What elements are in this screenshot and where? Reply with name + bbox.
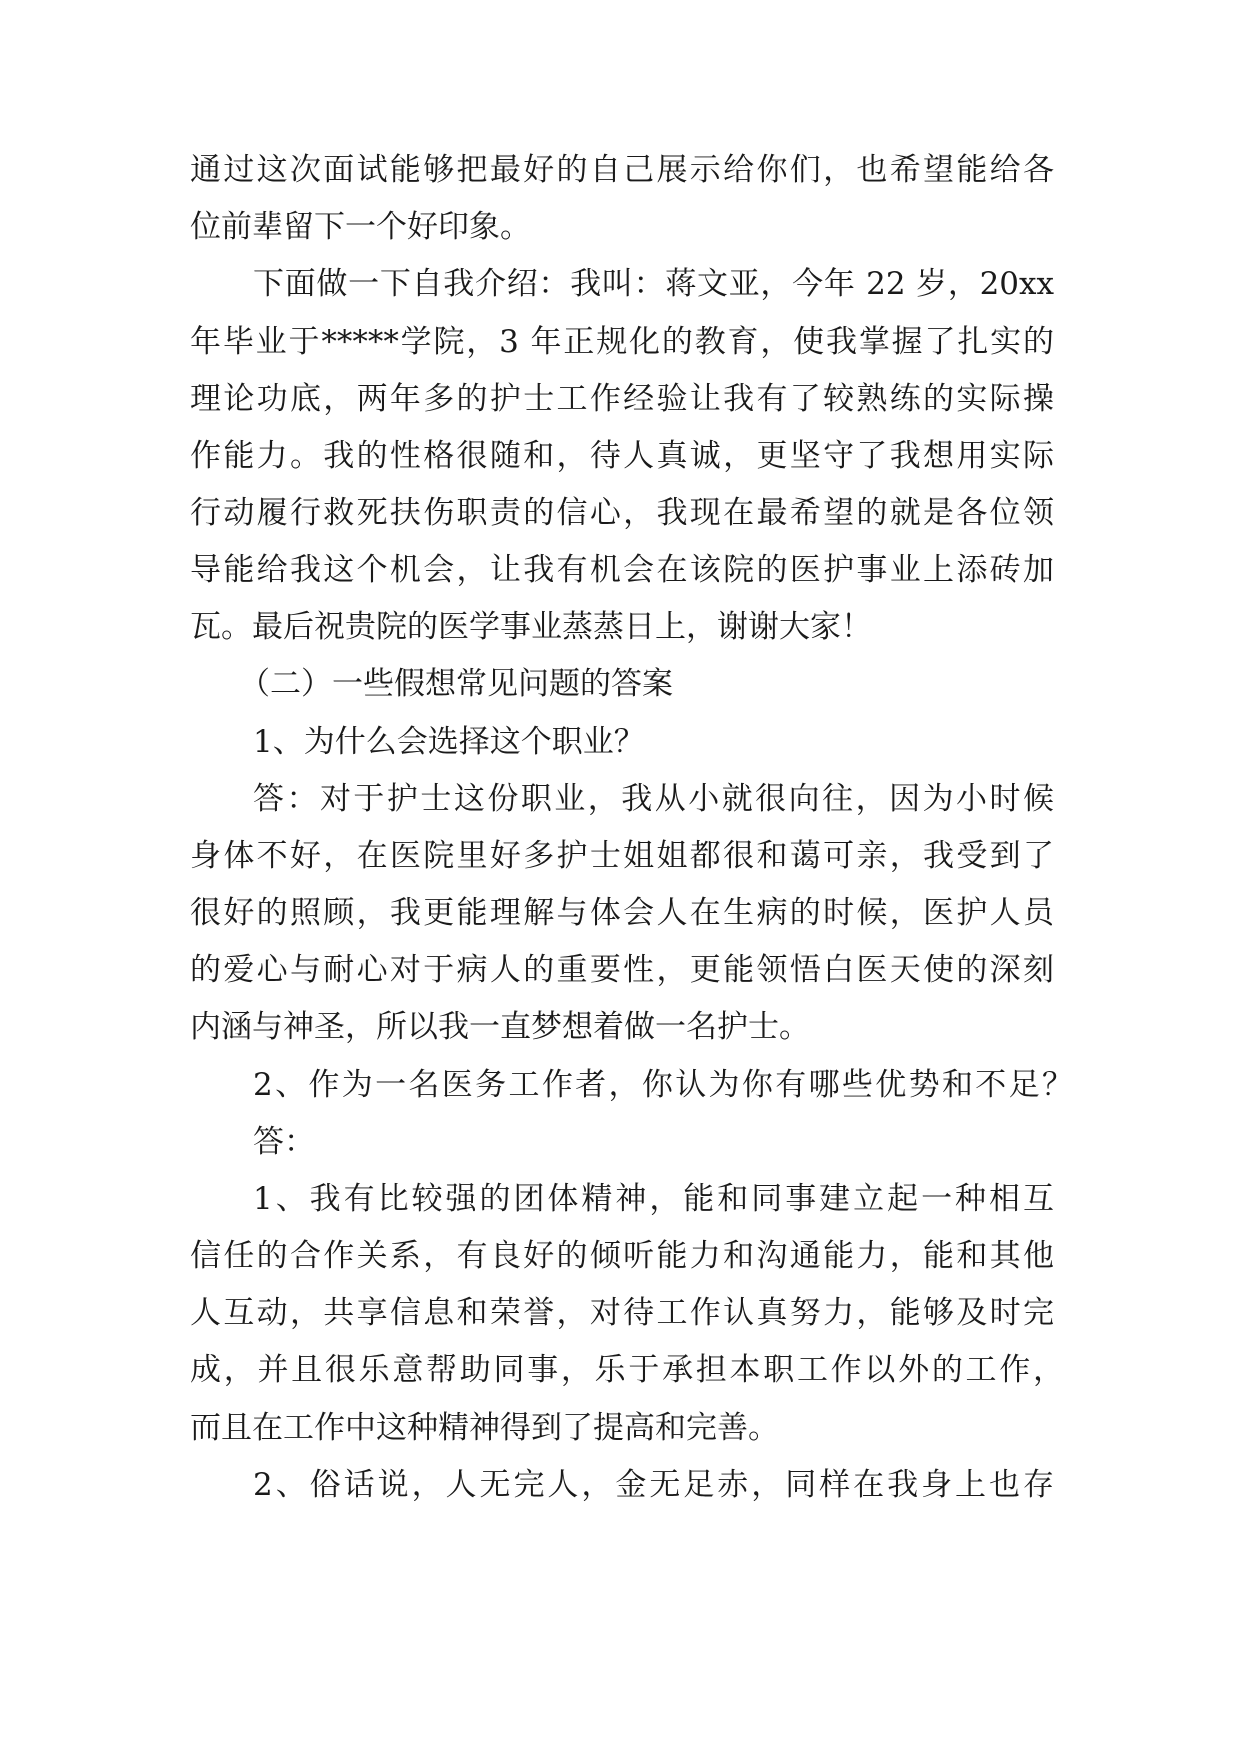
text-line: 人互动，共享信息和荣誉，对待工作认真努力，能够及时完: [190, 1295, 1054, 1331]
text-line: 瓦。最后祝贵院的医学事业蒸蒸日上，谢谢大家！: [190, 609, 872, 645]
text-line: 信任的合作关系，有良好的倾听能力和沟通能力，能和其他: [190, 1238, 1054, 1274]
text-line: 身体不好，在医院里好多护士姐姐都很和蔼可亲，我受到了: [190, 838, 1054, 874]
text-line: 年毕业于*****学院，3 年正规化的教育，使我掌握了扎实的: [190, 324, 1054, 360]
text-line: 理论功底，两年多的护士工作经验让我有了较熟练的实际操: [190, 381, 1054, 417]
text-line: 很好的照顾，我更能理解与体会人在生病的时候，医护人员: [190, 895, 1054, 931]
question-heading: 2、作为一名医务工作者，你认为你有哪些优势和不足？: [253, 1067, 1073, 1103]
text-line: 作能力。我的性格很随和，待人真诚，更坚守了我想用实际: [190, 438, 1054, 474]
text-line: 通过这次面试能够把最好的自己展示给你们，也希望能给各: [190, 152, 1054, 188]
text-line: 导能给我这个机会，让我有机会在该院的医护事业上添砖加: [190, 552, 1054, 588]
text-line: 1、我有比较强的团体精神，能和同事建立起一种相互: [253, 1181, 1054, 1217]
question-heading: 1、为什么会选择这个职业？: [253, 724, 645, 760]
text-line: 答：: [253, 1124, 315, 1160]
text-line: 成，并且很乐意帮助同事，乐于承担本职工作以外的工作，: [190, 1352, 1064, 1388]
section-heading: （二）一些假想常见问题的答案: [239, 666, 673, 702]
text-line: 位前辈留下一个好印象。: [190, 209, 531, 245]
text-line: 答：对于护士这份职业，我从小就很向往，因为小时候: [253, 781, 1054, 817]
text-line: 内涵与神圣，所以我一直梦想着做一名护士。: [190, 1009, 810, 1045]
text-line: 行动履行救死扶伤职责的信心，我现在最希望的就是各位领: [190, 495, 1054, 531]
text-line: 2、俗话说，人无完人，金无足赤，同样在我身上也存: [253, 1467, 1054, 1503]
text-line: 的爱心与耐心对于病人的重要性，更能领悟白医天使的深刻: [190, 952, 1054, 988]
text-line: 下面做一下自我介绍：我叫：蒋文亚，今年 22 岁，20xx: [253, 266, 1054, 302]
text-line: 而且在工作中这种精神得到了提高和完善。: [190, 1410, 779, 1446]
